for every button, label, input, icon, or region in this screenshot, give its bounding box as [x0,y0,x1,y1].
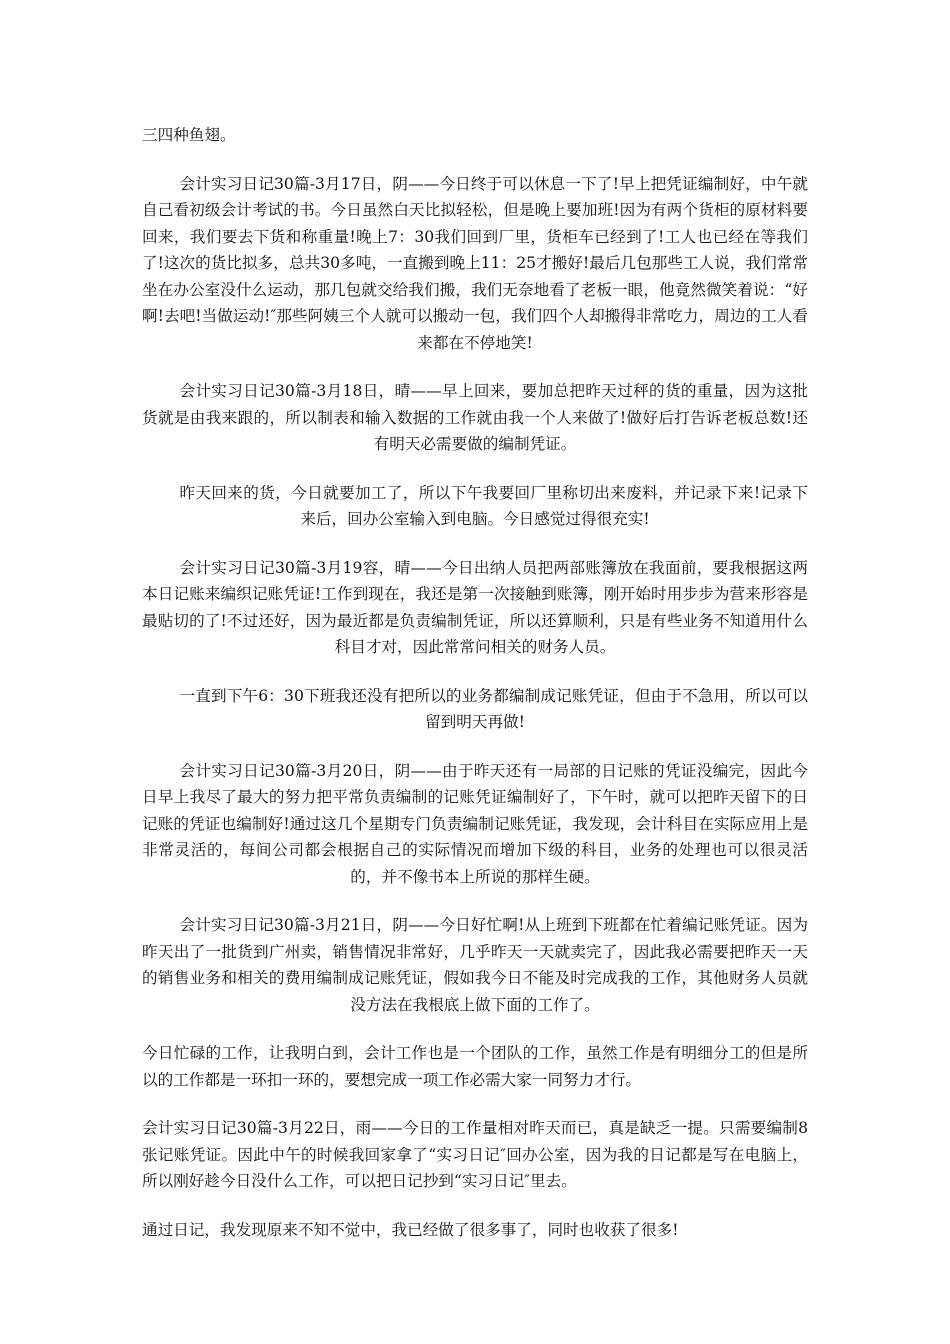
paragraph-diary-mar21: 会计实习日记30篇-3月21日，阴——今日好忙啊!从上班到下班都在忙着编记账凭证。因为昨天出了一批货到广州卖，销售情况非常好，几乎昨天一天就卖完了，因此我必需要把昨天一天的销售业务和相关的费用编制成记账凭证，假如我今日不能及时完成我的工作，其他财务人员就没方法在我根底上做下面的工作了。 [142,916,808,1014]
paragraph-yesterday-goods: 昨天回来的货，今日就要加工了，所以下午我要回厂里称切出来废料，并记录下来!记录下来后，回办公室输入到电脑。今日感觉过得很充实! [179,483,808,528]
paragraph-diary-mar17: 会计实习日记30篇-3月17日，阴——今日终于可以休息一下了!早上把凭证编制好，中午就自己看初级会计考试的书。今日虽然白天比拟轻松，但是晚上要加班!因为有两个货柜的原材料要回来，我们要去下货和称重量!晚上7：30我们回到厂里，货柜车已经到了!工人也已经在等我们了!这次的货比拟多，总共30多吨，一直搬到晚上11：25才搬好!最后几包那些工人说，我们常常坐在办公室没什么运动，那几包就交给我们搬，我们无奈地看了老板一眼，他竟然微笑着说：“好啊!去吧!当做运动!″那些阿姨三个人就可以搬动一包，我们四个人却搬得非常吃力，周边的工人看来都在不停地笑! [142,174,808,352]
paragraph-fish-fin: 三四种鱼翅。 [142,126,236,144]
paragraph-teamwork: 今日忙碌的工作，让我明白到，会计工作也是一个团队的工作，虽然工作是有明细分工的但是所以的工作都是一环扣一环的，要想完成一项工作必需大家一同努力才行。 [142,1044,808,1089]
paragraph-afternoon-630: 一直到下午6：30下班我还没有把所以的业务都编制成记账凭证，但由于不急用，所以可以留到明天再做! [179,686,808,731]
paragraph-diary-mar20: 会计实习日记30篇-3月20日，阴——由于昨天还有一局部的日记账的凭证没编完，因此今日早上我尽了最大的努力把平常负责编制的记账凭证编制好了，下午时，就可以把昨天留下的日记账的凭证也编制好!通过这几个星期专门负责编制记账凭证，我发现，会计科目在实际应用上是非常灵活的，每间公司都会根据自己的实际情况而增加下级的科目，业务的处理也可以很灵活的，并不像书本上所说的那样生硬。 [142,761,808,886]
paragraph-diary-mar19: 会计实习日记30篇-3月19容，晴——今日出纳人员把两部账簿放在我面前，要我根据这两本日记账来编织记账凭证!工作到现在，我还是第一次接触到账簿，刚开始时用步步为营来形容是最贴切的了!不过还好，因为最近都是负责编制凭证，所以还算顺利，只是有些业务不知道用什么科目才对，因此常常问相关的财务人员。 [142,558,808,656]
paragraph-conclusion: 通过日记，我发现原来不知不觉中，我已经做了很多事了，同时也收获了很多! [142,1220,679,1239]
paragraph-diary-mar22: 会计实习日记30篇-3月22日，雨——今日的工作量相对昨天而已，真是缺乏一提。只需要编制8张记账凭证。因此中午的时候我回家拿了“实习日记″回办公室，因为我的日记都是写在电脑上，所以刚好趁今日没什么工作，可以把日记抄到“实习日记″里去。 [142,1119,808,1190]
paragraph-diary-mar18: 会计实习日记30篇-3月18日，晴——早上回来，要加总把昨天过秤的货的重量，因为这批货就是由我来跟的，所以制表和输入数据的工作就由我一个人来做了!做好后打告诉老板总数!还有明天必需要做的编制凭证。 [142,382,808,453]
document-body [142,122,808,1243]
